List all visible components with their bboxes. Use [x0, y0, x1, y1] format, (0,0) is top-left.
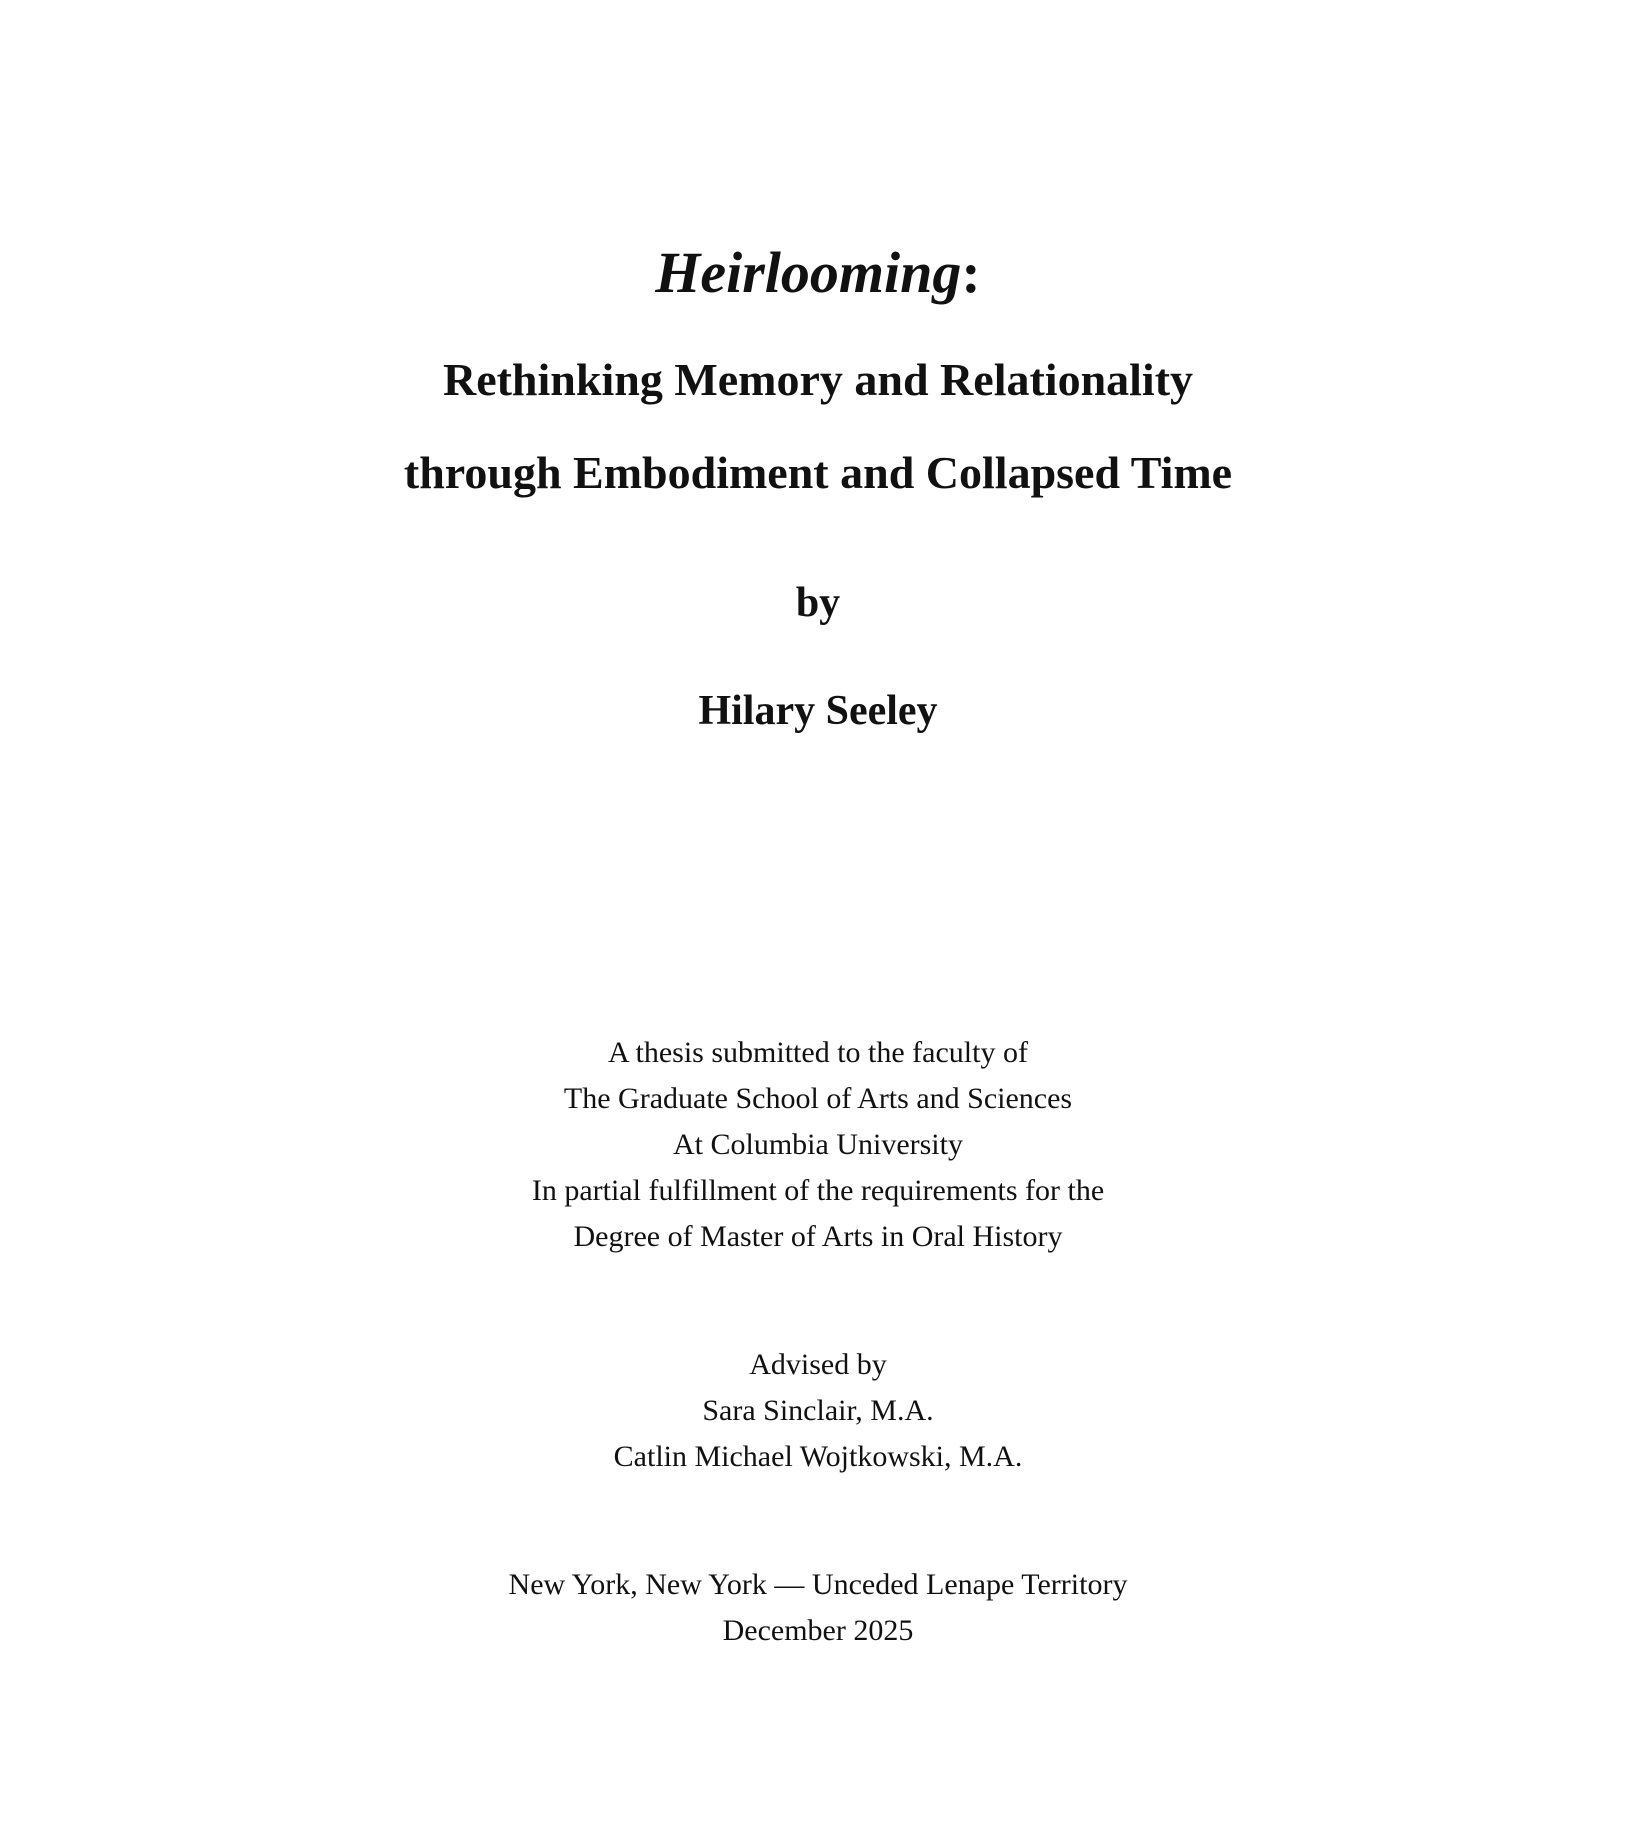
thesis-title-colon: :	[961, 240, 981, 305]
place-and-date	[0, 1562, 1636, 1654]
submission-line: At Columbia University	[673, 1128, 963, 1161]
submission-statement	[0, 1030, 1636, 1260]
advisors-block	[0, 1342, 1636, 1480]
byline: by	[795, 580, 841, 626]
advisor-name: Catlin Michael Wojtkowski, M.A.	[613, 1440, 1023, 1473]
advisor-name: Sara Sinclair, M.A.	[702, 1394, 934, 1427]
submission-line: The Graduate School of Arts and Sciences	[563, 1082, 1073, 1115]
submission-line: A thesis submitted to the faculty of	[608, 1036, 1028, 1069]
location-line: New York, New York — Unceded Lenape Territory	[508, 1568, 1128, 1601]
submission-line: In partial fulfillment of the requirements for the	[531, 1174, 1105, 1207]
thesis-subtitle-line-2: through Embodiment and Collapsed Time	[403, 447, 1233, 498]
thesis-subtitle-line-1: Rethinking Memory and Relationality	[442, 354, 1194, 405]
date-line: December 2025	[722, 1614, 914, 1647]
thesis-title	[0, 238, 1636, 308]
submission-line: Degree of Master of Arts in Oral History	[573, 1220, 1063, 1253]
author-name: Hilary Seeley	[698, 688, 938, 734]
advisors-heading: Advised by	[749, 1348, 887, 1381]
thesis-title-italic: Heirlooming	[655, 240, 962, 305]
